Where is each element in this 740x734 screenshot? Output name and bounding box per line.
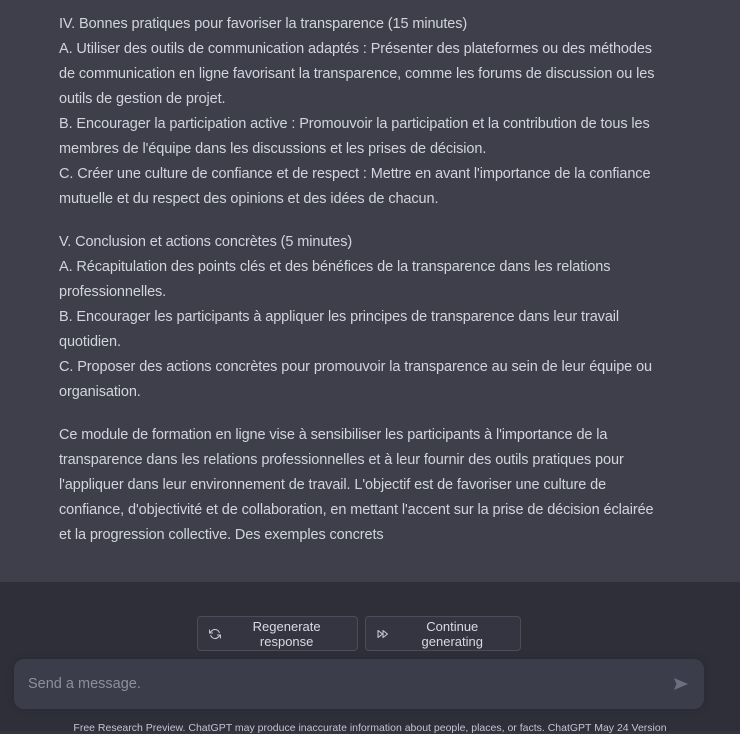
disclaimer-text: Free Research Preview. ChatGPT may produce inaccurate information about people, places, or facts. ChatGPT May 24 Version <box>73 722 667 734</box>
continue-generating-button[interactable] <box>365 616 521 651</box>
list-item: B. Encourager les participants à appliquer les principes de transparence dans leur travail quotidien. <box>59 309 620 350</box>
list-item: B. Encourager la participation active : Promouvoir la participation et la contribution de tous les membres de l'équipe dans les discussions et les prises de décision. <box>59 116 650 157</box>
message-input[interactable] <box>28 659 648 709</box>
section-conclusion <box>59 230 659 405</box>
list-item: A. Utiliser des outils de communication adaptés : Présenter des plateformes ou des méthodes de communication en ligne favorisant la transparence, comme les forums de discussion ou les outils de gestion de projet. <box>59 41 655 107</box>
message-content <box>59 12 659 566</box>
section-heading: V. Conclusion et actions concrètes (5 minutes) <box>59 234 353 250</box>
regenerate-label: Regenerate response <box>252 618 321 649</box>
list-item: C. Créer une culture de confiance et de respect : Mettre en avant l'importance de la confiance mutuelle et du respect des opinions et des idées de chacun. <box>59 166 651 207</box>
section-heading: IV. Bonnes pratiques pour favoriser la transparence (15 minutes) <box>59 16 468 32</box>
refresh-icon <box>208 627 221 641</box>
send-button[interactable] <box>672 675 690 693</box>
action-buttons <box>197 616 521 651</box>
section-best-practices <box>59 12 659 212</box>
message-composer <box>14 659 704 709</box>
continue-label: Continue generating <box>421 618 483 649</box>
fast-forward-icon <box>376 627 390 641</box>
send-icon <box>673 676 689 692</box>
list-item: A. Récapitulation des points clés et des bénéfices de la transparence dans les relations professionnelles. <box>59 259 611 300</box>
regenerate-response-button[interactable] <box>197 616 358 651</box>
summary-paragraph: Ce module de formation en ligne vise à sensibiliser les participants à l'importance de la transparence dans les relations professionnelles et à leur fournir des outils pratiques pour l'appliquer dans leur environnement de travail. L'objectif est de favoriser une culture de confiance, d'objectivité et de collaboration, en mettant l'accent sur la prise de décision éclairée et la progression collective. Des exemples concrets <box>59 427 654 543</box>
list-item: C. Proposer des actions concrètes pour promouvoir la transparence au sein de leur équipe ou organisation. <box>59 359 652 400</box>
section-summary <box>59 423 659 548</box>
